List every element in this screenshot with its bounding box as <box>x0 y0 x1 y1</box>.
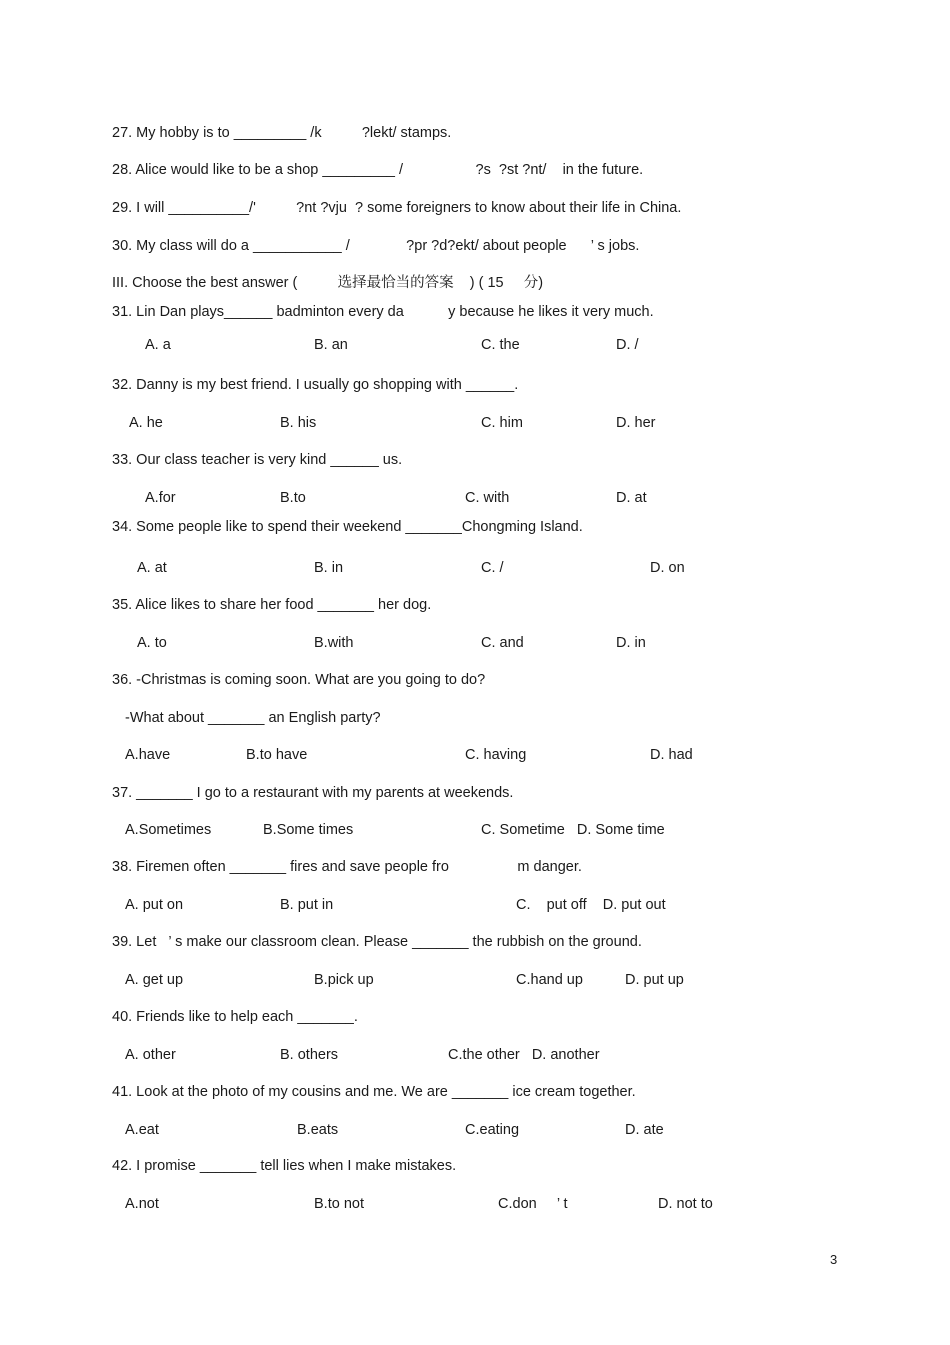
question-40: 40. Friends like to help each _______. <box>112 1009 358 1025</box>
page-number: 3 <box>830 1252 838 1267</box>
q35-option-d: D. in <box>616 635 646 651</box>
question-33: 33. Our class teacher is very kind ______ us. <box>112 452 403 468</box>
q34-option-a: A. at <box>137 560 167 576</box>
question-34: 34. Some people like to spend their weekend _______Chongming Island. <box>112 519 583 535</box>
q42-option-b: B.to not <box>314 1196 364 1212</box>
q41-option-a: A.eat <box>125 1122 159 1138</box>
q42-option-a: A.not <box>125 1196 159 1212</box>
q35-option-a: A. to <box>137 635 167 651</box>
q38-option-a: A. put on <box>125 897 184 913</box>
q33-option-a: A.for <box>145 490 176 506</box>
question-36-reply: -What about _______ an English party? <box>125 710 381 726</box>
q41-option-c: C.eating <box>465 1122 520 1138</box>
q37-option-cd: C. Sometime D. Some time <box>481 822 665 838</box>
q32-option-c: C. him <box>481 415 523 431</box>
q42-option-d: D. not to <box>658 1196 713 1212</box>
q37-option-a: A.Sometimes <box>125 822 212 838</box>
q39-option-d: D. put up <box>625 972 684 988</box>
q36-option-d: D. had <box>650 747 693 763</box>
q36-option-b: B.to have <box>246 747 308 763</box>
q31-option-a: A. a <box>145 337 171 353</box>
q32-option-d: D. her <box>616 415 656 431</box>
q35-option-b: B.with <box>314 635 354 651</box>
q36-option-c: C. having <box>465 747 527 763</box>
q38-option-cd: C. put off D. put out <box>516 897 666 913</box>
q41-option-d: D. ate <box>625 1122 664 1138</box>
q34-option-b: B. in <box>314 560 344 576</box>
q33-option-c: C. with <box>465 490 510 506</box>
question-37: 37. _______ I go to a restaurant with my parents at weekends. <box>112 785 514 801</box>
question-35: 35. Alice likes to share her food _______ her dog. <box>112 597 432 613</box>
question-38: 38. Firemen often _______ fires and save people fro m danger. <box>112 859 582 875</box>
question-29: 29. I will __________/' ?nt ?vju ? some foreigners to know about their life in China. <box>112 200 682 216</box>
q39-option-a: A. get up <box>125 972 184 988</box>
question-36: 36. -Christmas is coming soon. What are you going to do? <box>112 672 486 688</box>
q32-option-a: A. he <box>129 415 163 431</box>
question-27: 27. My hobby is to _________ /k ?lekt/ stamps. <box>112 125 452 141</box>
q31-option-d: D. / <box>616 337 639 353</box>
question-32: 32. Danny is my best friend. I usually go shopping with ______. <box>112 377 519 393</box>
q33-option-d: D. at <box>616 490 647 506</box>
question-39: 39. Let ’ s make our classroom clean. Please _______ the rubbish on the ground. <box>112 934 642 950</box>
q36-option-a: A.have <box>125 747 171 763</box>
q35-option-c: C. and <box>481 635 524 651</box>
q37-option-b: B.Some times <box>263 822 354 838</box>
question-41: 41. Look at the photo of my cousins and me. We are _______ ice cream together. <box>112 1084 636 1100</box>
q34-option-d: D. on <box>650 560 685 576</box>
question-30: 30. My class will do a ___________ / ?pr ?d?ekt/ about people ’ s jobs. <box>112 238 640 254</box>
section-heading: III. Choose the best answer ( 选择最恰当的答案 ) ( 15 分) <box>112 275 544 291</box>
q34-option-c: C. / <box>481 560 504 576</box>
q40-option-cd: C.the other D. another <box>448 1047 600 1063</box>
q39-option-b: B.pick up <box>314 972 374 988</box>
q41-option-b: B.eats <box>297 1122 339 1138</box>
q32-option-b: B. his <box>280 415 317 431</box>
q31-option-b: B. an <box>314 337 348 353</box>
q40-option-a: A. other <box>125 1047 176 1063</box>
q31-option-c: C. the <box>481 337 520 353</box>
q38-option-b: B. put in <box>280 897 334 913</box>
q33-option-b: B.to <box>280 490 306 506</box>
q40-option-b: B. others <box>280 1047 339 1063</box>
q42-option-c: C.don ’ t <box>498 1196 568 1212</box>
question-42: 42. I promise _______ tell lies when I make mistakes. <box>112 1158 457 1174</box>
question-31: 31. Lin Dan plays______ badminton every da y because he likes it very much. <box>112 304 654 320</box>
question-28: 28. Alice would like to be a shop _________ / ?s ?st ?nt/ in the future. <box>112 162 644 178</box>
q39-option-c: C.hand up <box>516 972 583 988</box>
